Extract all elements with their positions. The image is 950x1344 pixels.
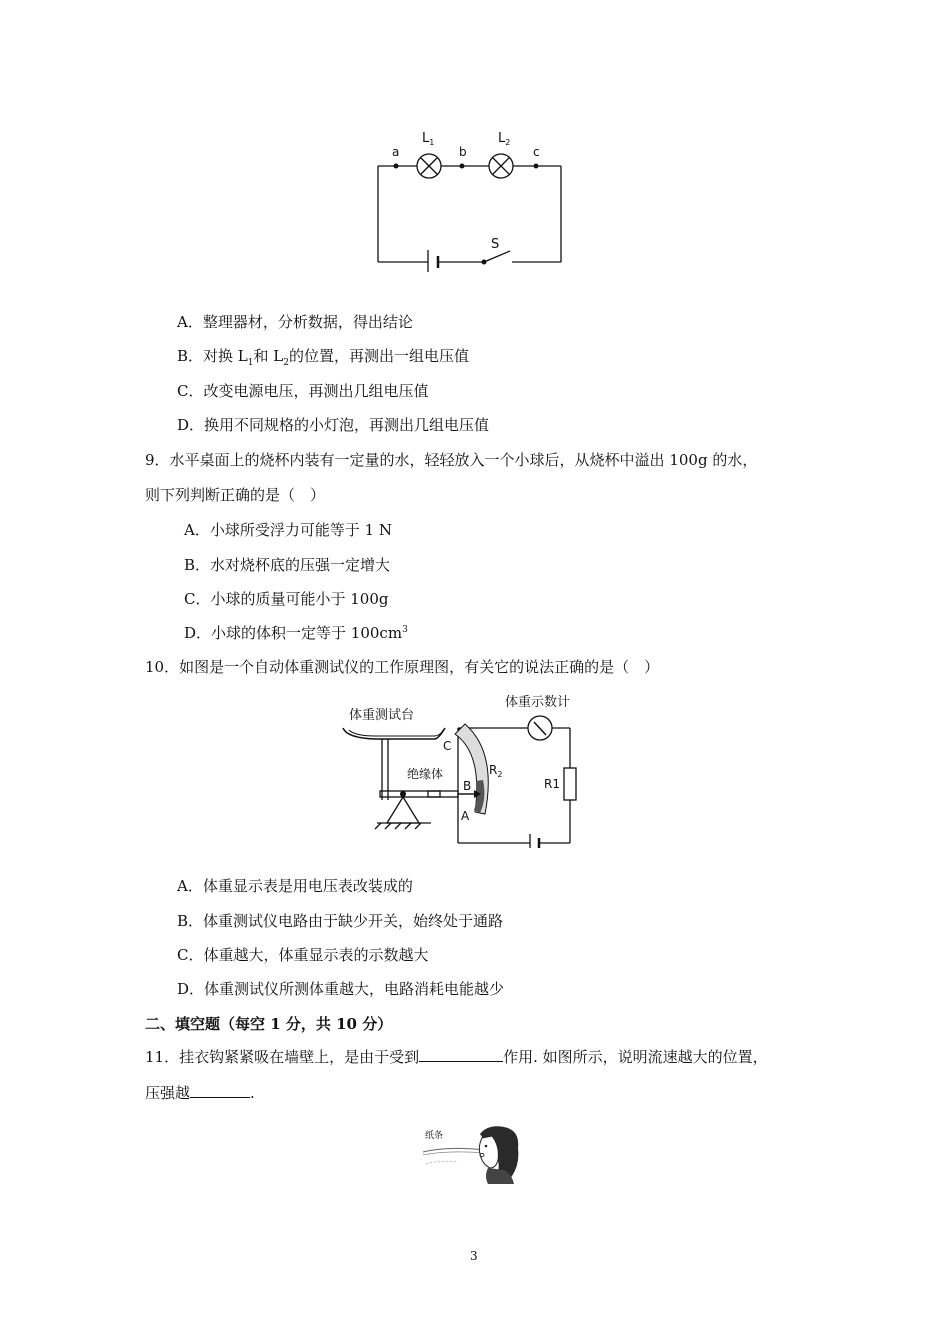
weight-meter — [528, 716, 552, 740]
point-b-label: B — [463, 779, 472, 793]
meter-label: 体重示数计 — [505, 695, 571, 710]
r1-label: R1 — [544, 777, 560, 791]
answer-blank-2[interactable] — [190, 1083, 250, 1098]
point-c-label: C — [443, 739, 452, 753]
lamp-l2 — [489, 154, 513, 178]
q10-option-b: B．体重测试仪电路由于缺少开关，始终处于通路 — [177, 912, 504, 930]
node-a-label: a — [392, 145, 400, 159]
page-number: 3 — [470, 1249, 478, 1263]
q10-stem: 10．如图是一个自动体重测试仪的工作原理图，有关它的说法正确的是（ ） — [145, 658, 660, 676]
q9-stem-line1: 9．水平桌面上的烧杯内装有一定量的水，轻轻放入一个小球后，从烧杯中溢出 100g 的水， — [145, 451, 758, 469]
switch-label: S — [491, 237, 500, 252]
q11-line1: 11．挂衣钩紧紧吸在墙壁上，是由于受到 作用. 如图所示，说明流速越大的位置， — [145, 1048, 768, 1066]
q9-option-d: D．小球的体积一定等于 $100cm^3$ — [184, 624, 408, 642]
q9-option-a: A．小球所受浮力可能等于 1 N — [184, 521, 393, 539]
point-a-label: A — [461, 809, 470, 823]
paper-strip-label: 纸条 — [425, 1131, 444, 1141]
weight-tester-figure — [335, 688, 595, 848]
lamp-l1-label: $L_1$ — [422, 131, 435, 147]
insulator-label: 绝缘体 — [407, 767, 444, 781]
blowing-paper-figure — [418, 1124, 528, 1186]
q9-stem-line2: 则下列判断正确的是（ ） — [145, 486, 326, 504]
section-heading-fill-in: 二、填空题（每空 1 分，共 10 分） — [145, 1015, 393, 1033]
q8-option-c: C．改变电源电压，再测出几组电压值 — [177, 382, 429, 400]
q8-option-b: B．对换 $L_1$和 $L_2$的位置，再测出一组电压值 — [177, 347, 469, 368]
q8-option-d: D．换用不同规格的小灯泡，再测出几组电压值 — [177, 416, 490, 434]
platform-label: 体重测试台 — [349, 708, 415, 723]
lamp-l2-label: $L_2$ — [498, 131, 511, 147]
q10-option-c: C．体重越大，体重显示表的示数越大 — [177, 946, 429, 964]
q8-option-a: A．整理器材，分析数据，得出结论 — [177, 313, 413, 331]
q10-option-d: D．体重测试仪所测体重越大，电路消耗电能越少 — [177, 980, 505, 998]
series-circuit-figure — [360, 122, 580, 272]
answer-blank-1[interactable] — [419, 1047, 503, 1062]
lamp-l1 — [417, 154, 441, 178]
q11-line2: 压强越 . — [145, 1084, 255, 1102]
q9-option-c: C．小球的质量可能小于 100g — [184, 590, 389, 608]
q10-option-a: A．体重显示表是用电压表改装成的 — [177, 877, 413, 895]
node-b-label: b — [459, 145, 467, 159]
r2-label: $R_2$ — [489, 763, 503, 779]
node-c-label: c — [533, 145, 540, 159]
q9-option-b: B．水对烧杯底的压强一定增大 — [184, 556, 391, 574]
